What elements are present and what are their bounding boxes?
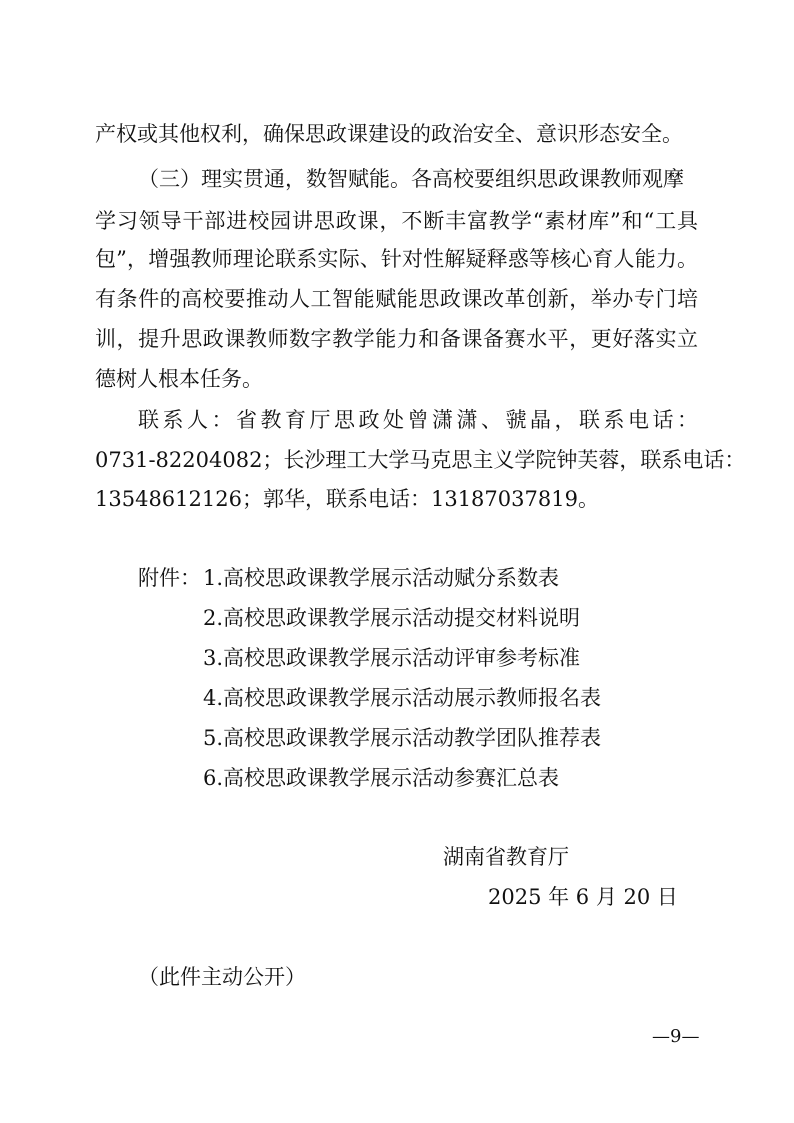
body-line-6: 训，提升思政课教师数字教学能力和备课备赛水平，更好落实立 [95,327,698,351]
body-line-1: 产权或其他权利，确保思政课建设的政治安全、意识形态安全。 [95,122,683,146]
disclosure-note: （此件主动公开） [138,965,306,989]
body-line-5: 有条件的高校要推动人工智能赋能思政课改革创新，举办专门培 [95,287,698,311]
attachment-item-5: 5.高校思政课教学展示活动教学团队推荐表 [203,726,602,750]
body-line-4: 包”，增强教师理论联系实际、针对性解疑释惑等核心育人能力。 [95,247,698,271]
signature-org: 湖南省教育厅 [443,845,569,869]
body-line-2: （三）理实贯通，数智赋能。各高校要组织思政课教师观摩 [138,167,684,191]
attachment-item-6: 6.高校思政课教学展示活动参赛汇总表 [203,766,560,790]
attachments-label: 附件： [138,566,201,590]
attachment-item-4: 4.高校思政课教学展示活动展示教师报名表 [203,686,602,710]
attachment-item-2: 2.高校思政课教学展示活动提交材料说明 [203,606,581,630]
body-line-3: 学习领导干部进校园讲思政课，不断丰富教学“素材库”和“工具 [95,209,698,233]
signature-date: 2025 年 6 月 20 日 [488,885,678,909]
page-number: —9— [652,1026,700,1047]
contact-line-1: 联系人：省教育厅思政处曾潇潇、虢晶，联系电话： [138,408,698,432]
attachment-item-3: 3.高校思政课教学展示活动评审参考标准 [203,646,581,670]
contact-line-3: 13548612126；郭华，联系电话：13187037819。 [95,487,599,511]
contact-line-2: 0731-82204082；长沙理工大学马克思主义学院钟芙蓉，联系电话： [95,448,746,472]
attachment-item-1: 1.高校思政课教学展示活动赋分系数表 [203,566,560,590]
body-line-7: 德树人根本任务。 [95,367,263,391]
